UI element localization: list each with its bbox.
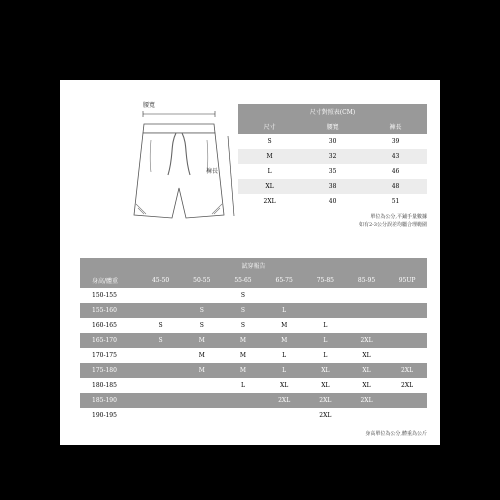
fit-size-cell: L bbox=[264, 363, 305, 378]
fit-size-cell: XL bbox=[362, 352, 371, 359]
fit-size-cell bbox=[140, 393, 181, 408]
fit-size-cell bbox=[140, 348, 181, 363]
fit-size-cell: 2XL bbox=[264, 393, 305, 408]
waist-cell: 35 bbox=[328, 168, 337, 175]
fit-size-cell: L bbox=[240, 382, 245, 389]
fit-size-cell: XL bbox=[321, 382, 330, 389]
fit-header: 75-85 bbox=[305, 273, 346, 288]
fit-size-cell bbox=[387, 393, 427, 408]
fit-row bbox=[80, 378, 427, 393]
fit-size-cell bbox=[387, 303, 427, 318]
fit-size-cell bbox=[346, 318, 387, 333]
fit-chart-table bbox=[80, 258, 427, 423]
fit-header: 身高/體重 bbox=[80, 273, 140, 288]
fit-size-cell: S bbox=[240, 292, 246, 299]
fit-size-cell: M bbox=[281, 322, 288, 329]
waist-cell: 38 bbox=[301, 179, 364, 194]
fit-size-cell bbox=[346, 408, 387, 423]
fit-size-cell: M bbox=[222, 333, 263, 348]
length-cell: 43 bbox=[364, 149, 427, 164]
fit-size-cell: S bbox=[199, 322, 204, 329]
fit-size-cell bbox=[181, 393, 222, 408]
fit-size-cell bbox=[387, 333, 427, 348]
fit-size-cell: 2XL bbox=[346, 393, 387, 408]
height-range-cell: 175-180 bbox=[80, 363, 140, 378]
height-range-cell: 180-185 bbox=[92, 382, 117, 389]
waist-cell: 32 bbox=[301, 149, 364, 164]
fit-size-cell bbox=[181, 288, 222, 303]
fit-size-cell bbox=[181, 378, 222, 393]
fit-size-cell bbox=[346, 288, 387, 303]
height-range-cell: 150-155 bbox=[92, 292, 117, 299]
fit-row bbox=[80, 393, 427, 408]
size-cell: M bbox=[238, 149, 301, 164]
fit-header: 65-75 bbox=[264, 273, 305, 288]
fit-size-cell bbox=[387, 318, 427, 333]
waist-cell: 30 bbox=[328, 138, 337, 145]
fit-size-cell: XL bbox=[362, 382, 371, 389]
length-cell: 51 bbox=[391, 198, 400, 205]
fit-header: 45-50 bbox=[140, 273, 181, 288]
fit-size-cell: L bbox=[282, 352, 287, 359]
fit-size-cell: S bbox=[222, 303, 263, 318]
fit-size-cell: 2XL bbox=[401, 382, 414, 389]
fit-header: 95UP bbox=[387, 273, 427, 288]
fit-size-cell: M bbox=[239, 352, 247, 359]
fit-size-cell bbox=[387, 408, 427, 423]
size-note-1: 單位為公分,平鋪手量數據 bbox=[370, 214, 427, 220]
fit-size-cell bbox=[387, 348, 427, 363]
fit-size-cell: S bbox=[158, 322, 163, 329]
fit-size-cell: XL bbox=[280, 382, 289, 389]
length-cell: 39 bbox=[391, 138, 400, 145]
fit-size-cell bbox=[140, 378, 181, 393]
height-range-cell: 160-165 bbox=[92, 322, 117, 329]
fit-row bbox=[80, 348, 427, 363]
fit-size-cell: XL bbox=[305, 363, 346, 378]
size-guide-sheet bbox=[60, 80, 440, 445]
fit-row bbox=[80, 333, 427, 348]
waist-label: 腰寬 bbox=[143, 102, 156, 109]
fit-size-cell: M bbox=[181, 333, 222, 348]
size-header: 尺寸 bbox=[238, 119, 301, 134]
fit-row bbox=[80, 363, 427, 378]
size-cell: L bbox=[267, 168, 272, 175]
fit-row bbox=[80, 318, 427, 333]
length-label: 褲長 bbox=[206, 168, 219, 175]
height-range-cell: 155-160 bbox=[80, 303, 140, 318]
fit-size-cell bbox=[222, 408, 263, 423]
fit-row bbox=[80, 288, 427, 303]
fit-size-cell: M bbox=[198, 352, 205, 359]
height-range-cell: 170-175 bbox=[92, 352, 117, 359]
size-chart-table bbox=[238, 104, 427, 209]
fit-header: 85-95 bbox=[346, 273, 387, 288]
fit-size-cell bbox=[140, 408, 181, 423]
size-cell: 2XL bbox=[263, 198, 276, 205]
size-cell: XL bbox=[238, 179, 301, 194]
fit-size-cell: L bbox=[323, 322, 328, 329]
fit-row bbox=[80, 408, 427, 423]
fit-footer-note: 身高單位為公分,體重為公斤 bbox=[365, 431, 427, 437]
length-cell: 46 bbox=[391, 168, 400, 175]
fit-size-cell bbox=[305, 288, 346, 303]
length-header: 褲長 bbox=[364, 119, 427, 134]
fit-size-cell: L bbox=[264, 303, 305, 318]
fit-size-cell bbox=[181, 408, 222, 423]
size-note-2: 如有2-3公分誤差均屬合理範圍 bbox=[358, 222, 427, 228]
fit-size-cell: M bbox=[222, 363, 263, 378]
fit-size-cell: 2XL bbox=[346, 333, 387, 348]
fit-header: 55-65 bbox=[222, 273, 263, 288]
length-cell: 48 bbox=[364, 179, 427, 194]
fit-size-cell bbox=[140, 363, 181, 378]
fit-size-cell bbox=[264, 408, 305, 423]
fit-size-cell: S bbox=[140, 333, 181, 348]
fit-size-cell: 2XL bbox=[387, 363, 427, 378]
fit-row bbox=[80, 303, 427, 318]
size-chart-title: 尺寸對照表(CM) bbox=[238, 104, 427, 119]
fit-size-cell: L bbox=[305, 333, 346, 348]
fit-size-cell: XL bbox=[346, 363, 387, 378]
fit-size-cell bbox=[140, 303, 181, 318]
fit-size-cell: S bbox=[181, 303, 222, 318]
waist-cell: 40 bbox=[328, 198, 337, 205]
fit-size-cell bbox=[140, 288, 181, 303]
height-range-cell: 185-190 bbox=[80, 393, 140, 408]
fit-size-cell: S bbox=[240, 322, 246, 329]
waist-header: 腰寬 bbox=[301, 119, 364, 134]
fit-size-cell bbox=[222, 393, 263, 408]
fit-size-cell: L bbox=[323, 352, 328, 359]
fit-size-cell: M bbox=[264, 333, 305, 348]
fit-size-cell: 2XL bbox=[305, 393, 346, 408]
shorts-diagram bbox=[98, 100, 248, 240]
height-range-cell: 165-170 bbox=[80, 333, 140, 348]
fit-size-cell: M bbox=[181, 363, 222, 378]
fit-header: 50-55 bbox=[181, 273, 222, 288]
fit-size-cell: 2XL bbox=[319, 412, 332, 419]
fit-chart-title: 試穿報告 bbox=[80, 258, 427, 273]
height-range-cell: 190-195 bbox=[92, 412, 117, 419]
fit-size-cell bbox=[346, 303, 387, 318]
fit-size-cell bbox=[305, 303, 346, 318]
fit-size-cell bbox=[264, 288, 305, 303]
fit-size-cell bbox=[387, 288, 427, 303]
size-cell: S bbox=[267, 138, 272, 145]
